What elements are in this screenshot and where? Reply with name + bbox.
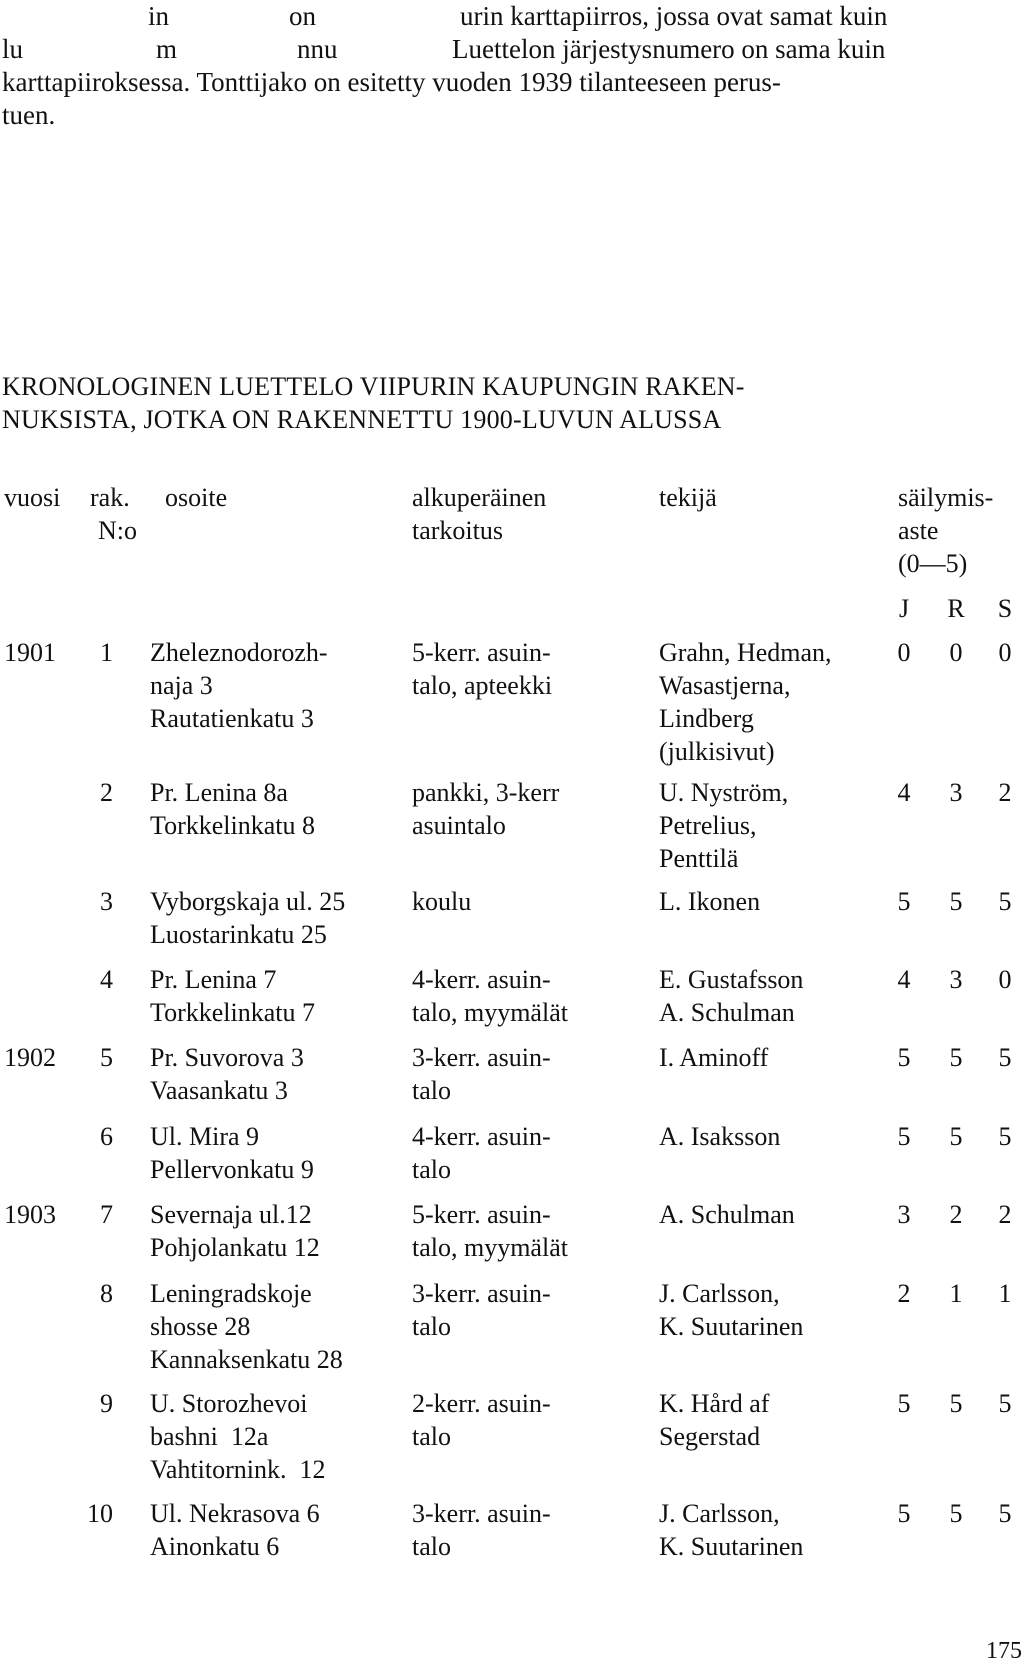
cell-number: 9 [100,1389,113,1418]
cell-author: Grahn, Hedman, [659,638,832,667]
cell-address: shosse 28 [150,1312,251,1341]
cell-preservation-s: 5 [998,1043,1012,1072]
intro-fragment: on [289,1,316,31]
cell-preservation-r: 0 [949,638,963,667]
cell-number: 7 [100,1200,113,1229]
cell-preservation-s: 2 [998,1200,1012,1229]
cell-address: Pr. Lenina 8a [150,778,288,807]
cell-author: A. Schulman [659,998,795,1027]
cell-author: A. Schulman [659,1200,795,1229]
cell-preservation-j: 0 [897,638,911,667]
intro-fragment: Luettelon järjestysnumero on sama kuin [452,34,886,64]
header-address: osoite [165,483,228,512]
cell-address: Ul. Nekrasova 6 [150,1499,320,1528]
cell-preservation-j: 5 [897,887,911,916]
cell-address: Severnaja ul.12 [150,1200,312,1229]
header-num-line-2: N:o [98,516,137,545]
heading-line-1: KRONOLOGINEN LUETTELO VIIPURIN KAUPUNGIN RAKEN- [2,372,745,401]
cell-preservation-r: 1 [949,1279,963,1308]
cell-preservation-s: 5 [998,887,1012,916]
intro-fragment: m [156,34,178,64]
intro-fragment: urin karttapiirros, jossa ovat samat kuin [460,1,888,31]
cell-purpose: talo, myymälät [412,1233,568,1262]
cell-purpose: talo [412,1532,451,1561]
header-preservation-line-3: (0—5) [898,549,968,578]
cell-preservation-s: 5 [998,1499,1012,1528]
header-sub-r: R [947,594,965,623]
cell-address: Vaasankatu 3 [150,1076,288,1105]
cell-purpose: asuintalo [412,811,506,840]
section-heading [2,370,1018,436]
cell-number: 1 [100,638,113,667]
cell-preservation-s: 5 [998,1389,1012,1418]
cell-author: U. Nyström, [659,778,789,807]
cell-address: Pohjolankatu 12 [150,1233,320,1262]
cell-preservation-r: 5 [949,1122,963,1151]
header-purpose-line-1: alkuperäinen [412,483,547,512]
header-preservation-line-1: säilymis- [898,483,994,512]
cell-purpose: 2-kerr. asuin- [412,1389,551,1418]
cell-preservation-s: 0 [998,965,1012,994]
header-author: tekijä [659,483,717,512]
cell-author: L. Ikonen [659,887,761,916]
cell-preservation-r: 5 [949,887,963,916]
cell-purpose: 5-kerr. asuin- [412,638,551,667]
header-num-line-1: rak. [90,483,130,512]
cell-preservation-r: 2 [949,1200,963,1229]
cell-preservation-s: 1 [998,1279,1012,1308]
cell-purpose: 4-kerr. asuin- [412,965,551,994]
cell-preservation-s: 5 [998,1122,1012,1151]
cell-address: Leningradskoje [150,1279,312,1308]
cell-purpose: talo [412,1422,451,1451]
cell-purpose: talo, apteekki [412,671,553,700]
cell-author: Petrelius, [659,811,757,840]
header-sub-j: J [898,594,910,623]
cell-author: (julkisivut) [659,737,775,766]
cell-purpose: 5-kerr. asuin- [412,1200,551,1229]
intro-fragment: lu [2,34,24,64]
cell-year: 1901 [4,638,56,667]
cell-preservation-j: 3 [897,1200,911,1229]
cell-number: 2 [100,778,113,807]
cell-number: 3 [100,887,113,916]
cell-purpose: talo [412,1312,451,1341]
cell-preservation-j: 2 [897,1279,911,1308]
cell-address: Vahtitornink. 12 [150,1455,326,1484]
cell-author: K. Hård af [659,1389,770,1418]
cell-preservation-j: 5 [897,1499,911,1528]
cell-address: Vyborgskaja ul. 25 [150,887,346,916]
intro-line-2 [2,33,1018,66]
cell-address: Torkkelinkatu 7 [150,998,315,1027]
intro-fragment: in [148,1,170,31]
cell-address: bashni 12a [150,1422,269,1451]
cell-preservation-r: 3 [949,965,963,994]
heading-line-2: NUKSISTA, JOTKA ON RAKENNETTU 1900-LUVUN ALUSSA [2,405,722,434]
table-header [0,481,1024,621]
cell-number: 6 [100,1122,113,1151]
cell-purpose: talo [412,1155,451,1184]
cell-author: Lindberg [659,704,754,733]
cell-preservation-r: 3 [949,778,963,807]
cell-author: Wasastjerna, [659,671,791,700]
cell-purpose: pankki, 3-kerr [412,778,560,807]
cell-preservation-s: 2 [998,778,1012,807]
cell-preservation-j: 5 [897,1043,911,1072]
cell-preservation-j: 5 [897,1389,911,1418]
header-year: vuosi [4,483,61,512]
cell-preservation-j: 4 [897,965,911,994]
cell-address: Torkkelinkatu 8 [150,811,315,840]
cell-address: Zheleznodorozh- [150,638,328,667]
cell-purpose: 3-kerr. asuin- [412,1499,551,1528]
cell-address: Ul. Mira 9 [150,1122,260,1151]
intro-fragment: nnu [297,34,338,64]
intro-paragraph [2,0,1018,132]
cell-author: E. Gustafsson [659,965,804,994]
cell-preservation-r: 5 [949,1389,963,1418]
cell-purpose: talo [412,1076,451,1105]
cell-purpose: talo, myymälät [412,998,568,1027]
cell-preservation-j: 5 [897,1122,911,1151]
cell-author: Penttilä [659,844,739,873]
cell-purpose: 3-kerr. asuin- [412,1279,551,1308]
cell-author: I. Aminoff [659,1043,769,1072]
cell-year: 1902 [4,1043,56,1072]
cell-address: naja 3 [150,671,213,700]
cell-preservation-s: 0 [998,638,1012,667]
cell-address: Rautatienkatu 3 [150,704,314,733]
cell-address: Pellervonkatu 9 [150,1155,314,1184]
cell-address: Kannaksenkatu 28 [150,1345,343,1374]
intro-text: tuen. [2,100,56,130]
cell-address: Pr. Lenina 7 [150,965,277,994]
cell-number: 8 [100,1279,113,1308]
header-sub-s: S [997,594,1013,623]
cell-address: Ainonkatu 6 [150,1532,280,1561]
cell-address: Luostarinkatu 25 [150,920,327,949]
cell-author: J. Carlsson, [659,1499,780,1528]
cell-author: J. Carlsson, [659,1279,780,1308]
cell-number: 5 [100,1043,113,1072]
cell-address: Pr. Suvorova 3 [150,1043,304,1072]
intro-line-4 [2,99,1018,132]
cell-preservation-r: 5 [949,1499,963,1528]
cell-purpose: koulu [412,887,472,916]
intro-line-3 [2,66,1018,99]
cell-purpose: 3-kerr. asuin- [412,1043,551,1072]
header-preservation-line-2: aste [898,516,939,545]
cell-year: 1903 [4,1200,56,1229]
intro-text: karttapiiroksessa. Tonttijako on esitetty vuoden 1939 tilanteeseen perus- [2,67,781,97]
cell-purpose: 4-kerr. asuin- [412,1122,551,1151]
page-number: 175 [986,1638,1022,1664]
cell-preservation-j: 4 [897,778,911,807]
cell-author: A. Isaksson [659,1122,781,1151]
cell-address: U. Storozhevoi [150,1389,308,1418]
intro-line-1 [2,0,1018,33]
cell-preservation-r: 5 [949,1043,963,1072]
cell-author: K. Suutarinen [659,1312,804,1341]
cell-author: Segerstad [659,1422,761,1451]
cell-author: K. Suutarinen [659,1532,804,1561]
header-purpose-line-2: tarkoitus [412,516,503,545]
cell-number: 4 [100,965,113,994]
cell-number: 10 [87,1499,113,1528]
